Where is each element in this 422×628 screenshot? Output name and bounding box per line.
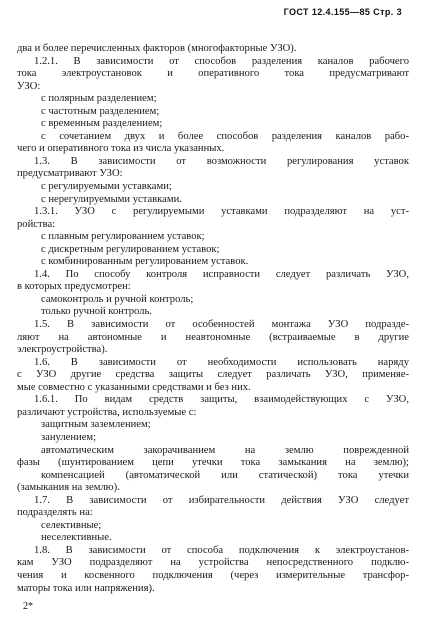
text-line: предусматривают УЗО: — [17, 168, 123, 180]
text-line: в которых предусмотрен: — [17, 281, 131, 293]
text-line: кам УЗО подразделяют на устройства непосредственного подклю- — [17, 557, 409, 569]
text-line: с временным разделением; — [41, 118, 163, 130]
text-line: подразделять на: — [17, 507, 93, 519]
text-line: 1.3.1. УЗО с регулируемыми уставками подразделяют на уст- — [34, 206, 409, 218]
text-line: (замыкания на землю). — [17, 482, 120, 494]
text-line: 1.8. В зависимости от способа подключения к электроустанов- — [34, 544, 409, 556]
text-line: ляют на автономные и неавтономные (встраиваемые в другие — [17, 331, 409, 343]
text-line: чего и оперативного тока из числа указанных. — [17, 143, 225, 155]
text-line: 1.6. В зависимости от необходимости использовать наряду — [34, 356, 409, 368]
page-header: ГОСТ 12.4.155—85 Стр. 3 — [283, 7, 402, 17]
text-line: с комбинированным регулированием уставок. — [41, 256, 249, 268]
text-line: тока электроустановок и оперативного тока предусматривают — [17, 68, 409, 80]
text-line: автоматическим закорачиванием на землю поврежденной — [41, 444, 409, 456]
text-line: маторы тока или напряжения). — [17, 582, 155, 594]
text-line: с нерегулируемыми уставками. — [41, 193, 182, 205]
text-line: фазы (шунтированием цепи утечки тока замыкания на землю); — [17, 457, 409, 469]
text-line: 1.2.1. В зависимости от способов разделения каналов рабочего — [34, 55, 409, 67]
text-line: 1.4. По способу контроля исправности следует различать УЗО, — [34, 268, 409, 280]
text-line: с плавным регулированием уставок; — [41, 231, 205, 243]
text-line: 1.6.1. По видам средств защиты, взаимодействующих с УЗО, — [34, 394, 409, 406]
text-line: защитным заземлением; — [41, 419, 151, 431]
text-line: селективные; — [41, 519, 102, 531]
text-line: с полярным разделением; — [41, 93, 157, 105]
text-line: 1.3. В зависимости от возможности регулирования уставок — [34, 155, 409, 167]
text-line: с УЗО другие средства защиты следует различать УЗО, применяе- — [17, 369, 409, 381]
text-line: электроустройства). — [17, 344, 108, 356]
text-line: 1.5. В зависимости от особенностей монтажа УЗО подразде- — [34, 319, 409, 331]
text-line: с частотным разделением; — [41, 105, 160, 117]
text-line: занулением; — [41, 431, 97, 443]
text-line: два и более перечисленных факторов (многофакторные УЗО). — [17, 43, 297, 54]
text-line: 1.7. В зависимости от избирательности действия УЗО следует — [34, 494, 409, 506]
text-line: самоконтроль и ручной контроль; — [41, 293, 194, 305]
text-line: с дискретным регулированием уставок; — [41, 243, 220, 255]
text-line: чения и косвенного подключения (через измерительные трансфор- — [17, 569, 409, 581]
page-footer-mark: 2* — [23, 601, 33, 612]
text-line: с регулируемыми уставками; — [41, 181, 172, 193]
text-line: ройства: — [17, 218, 56, 230]
text-line: только ручной контроль. — [41, 306, 152, 318]
text-line: УЗО: — [17, 80, 41, 92]
text-line: с сочетанием двух и более способов разделения каналов рабо- — [41, 130, 409, 142]
text-line: мые совместно с указанными средствами и без них. — [17, 381, 251, 393]
text-line: неселективные. — [41, 532, 112, 544]
text-line: компенсацией (автоматической или статической) тока утечки — [41, 469, 409, 481]
document-body — [17, 43, 409, 595]
text-line: различают устройства, используемые с: — [17, 406, 197, 418]
